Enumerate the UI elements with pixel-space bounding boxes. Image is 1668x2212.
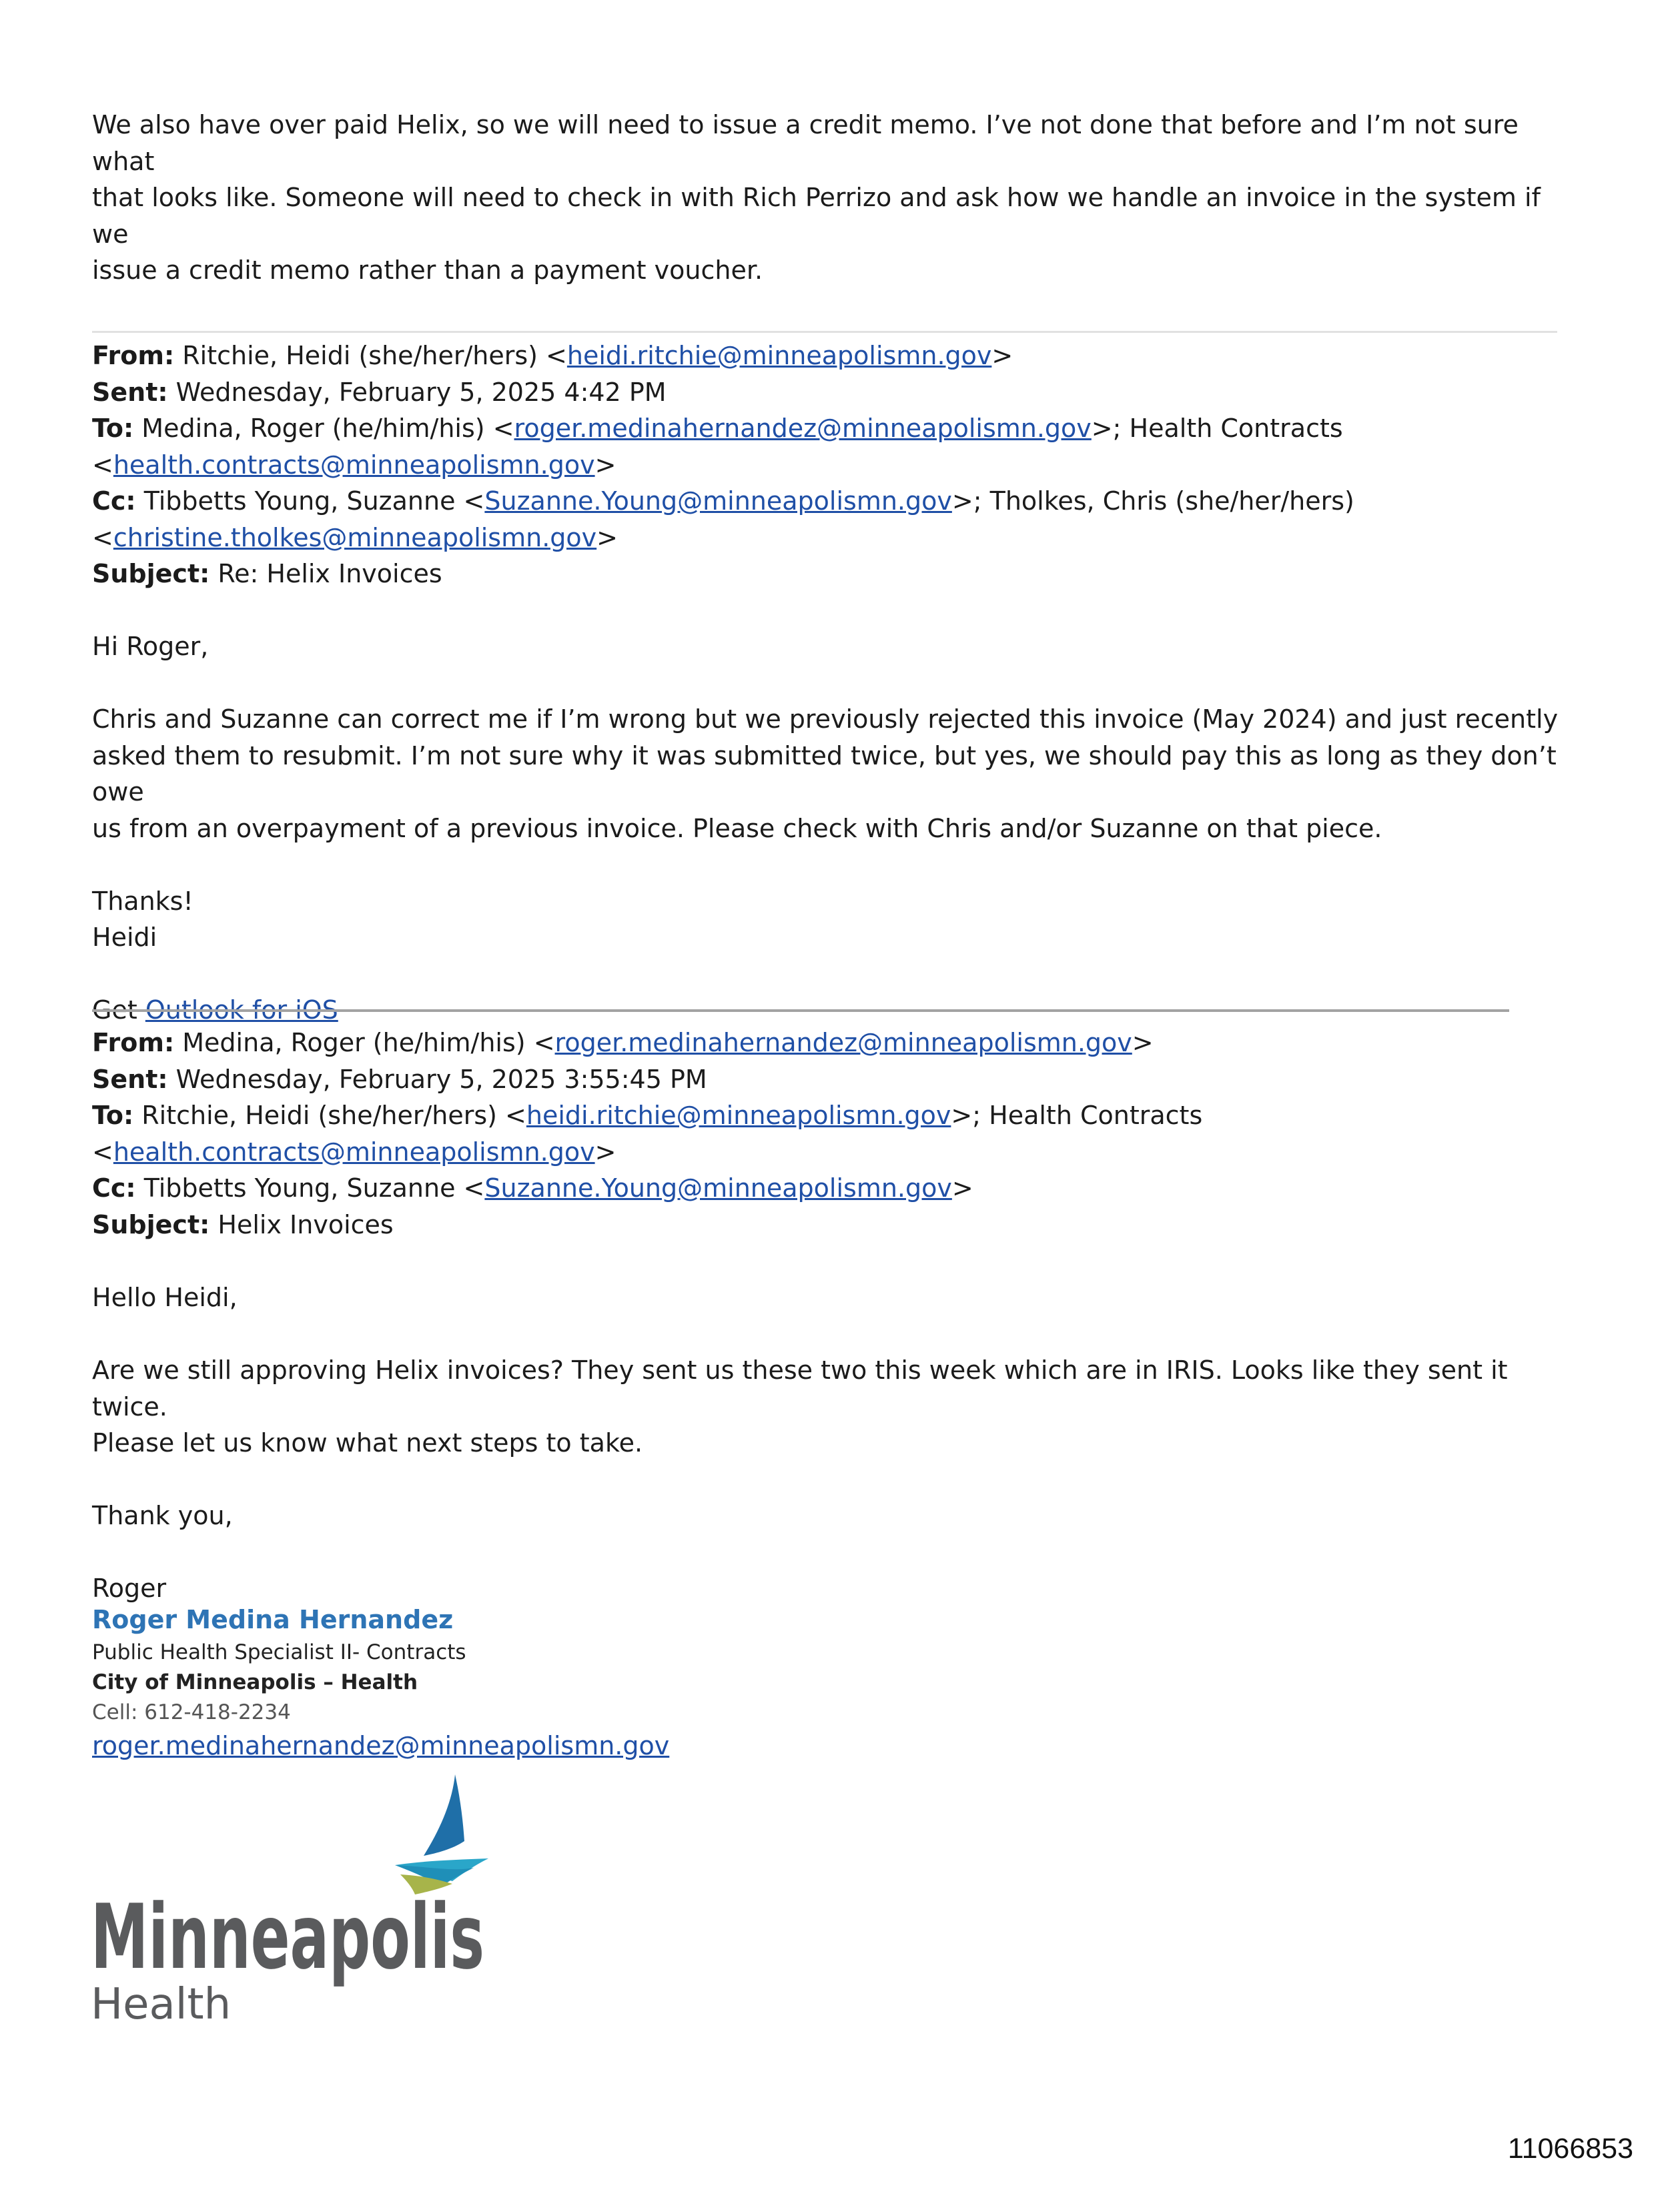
body-line: us from an overpayment of a previous invoice. Please check with Chris and/or Suzanne on that piece. [92, 813, 1382, 843]
logo-word-minneapolis: Minneapolis [91, 1885, 484, 1989]
to-name: Health Contracts [989, 1101, 1203, 1130]
to-email-link[interactable]: health.contracts@minneapolismn.gov [113, 1137, 595, 1167]
logo-word-health: Health [91, 1980, 232, 2029]
body-line: Are we still approving Helix invoices? They sent us these two this week which are in IRIS. Looks like they sent it twice. [92, 1355, 1508, 1422]
to-line: To: Medina, Roger (he/him/his) <roger.medinahernandez@minneapolismn.gov>; Health Contracts [92, 414, 1343, 443]
body-line: Chris and Suzanne can correct me if I’m wrong but we previously rejected this invoice (May 2024) and just recently [92, 704, 1559, 734]
sent-line [92, 1061, 1580, 1098]
email-signature [92, 1602, 1580, 1764]
sent-label: Sent: [92, 377, 168, 407]
to-label: To: [92, 414, 134, 443]
greeting: Hi Roger, [92, 632, 209, 661]
cc-label: Cc: [92, 486, 136, 516]
intro-line: We also have over paid Helix, so we will need to issue a credit memo. I’ve not done that before and I’m not sure what [92, 110, 1519, 176]
sent-label: Sent: [92, 1064, 168, 1094]
cc-name: Tholkes, Chris (she/her/hers) [989, 486, 1354, 516]
cc-name: Tibbetts Young, Suzanne [143, 1173, 456, 1203]
subject-label: Subject: [92, 559, 210, 588]
email2-body [92, 1279, 1580, 1607]
cc-email-link[interactable]: Suzanne.Young@minneapolismn.gov [484, 486, 952, 516]
body-line: asked them to resubmit. I’m not sure why it was submitted twice, but yes, we should pay this as long as they don’t owe [92, 740, 1557, 806]
outlook-for-ios-link[interactable]: Outlook for iOS [145, 995, 338, 1025]
signature-title: Public Health Specialist II- Contracts [92, 1640, 466, 1664]
to-line: To: Ritchie, Heidi (she/her/hers) <heidi.ritchie@minneapolismn.gov>; Health Contracts [92, 1101, 1203, 1130]
sent-line [92, 374, 1580, 411]
signoff: Heidi [92, 923, 157, 952]
to-email-link[interactable]: health.contracts@minneapolismn.gov [113, 450, 595, 480]
to-email-link[interactable]: heidi.ritchie@minneapolismn.gov [526, 1101, 951, 1130]
intro-paragraph [92, 107, 1580, 289]
signoff: Roger [92, 1574, 167, 1603]
to-label: To: [92, 1101, 134, 1130]
from-name: Medina, Roger (he/him/his) [182, 1028, 526, 1057]
intro-line: that looks like. Someone will need to check in with Rich Perrizo and ask how we handle an invoice in the system if we [92, 183, 1541, 249]
thanks: Thank you, [92, 1501, 233, 1530]
from-line: From: Ritchie, Heidi (she/her/hers) <heidi.ritchie@minneapolismn.gov> [92, 341, 1013, 370]
get-prefix: Get [92, 995, 137, 1025]
thanks: Thanks! [92, 886, 193, 916]
sent-date: Wednesday, February 5, 2025 3:55:45 PM [175, 1064, 707, 1094]
subject-text: Helix Invoices [218, 1209, 394, 1239]
separator [92, 1009, 1509, 1012]
signature-cell: Cell: 612-418-2234 [92, 1700, 291, 1724]
intro-line: issue a credit memo rather than a payment voucher. [92, 255, 763, 285]
body-line: Please let us know what next steps to take. [92, 1428, 643, 1458]
document-number: 11066853 [1507, 2133, 1633, 2165]
minneapolis-health-logo [87, 1774, 514, 2028]
cc-name: Tibbetts Young, Suzanne [143, 486, 456, 516]
subject-text: Re: Helix Invoices [218, 559, 442, 588]
to-name: Medina, Roger (he/him/his) [141, 414, 485, 443]
cc-line: Cc: Tibbetts Young, Suzanne <Suzanne.Young@minneapolismn.gov> [92, 1173, 973, 1203]
from-email-link[interactable]: roger.medinahernandez@minneapolismn.gov [554, 1028, 1132, 1057]
subject-line [92, 1207, 1580, 1243]
to-line-cont: <health.contracts@minneapolismn.gov> [92, 450, 616, 480]
cc-line: Cc: Tibbetts Young, Suzanne <Suzanne.Young@minneapolismn.gov>; Tholkes, Chris (she/her/hers) [92, 486, 1354, 516]
signature-email-link[interactable]: roger.medinahernandez@minneapolismn.gov [92, 1731, 670, 1760]
email1-body [92, 628, 1580, 1029]
greeting: Hello Heidi, [92, 1283, 238, 1312]
cc-email-link[interactable]: christine.tholkes@minneapolismn.gov [113, 522, 597, 552]
from-label: From: [92, 1028, 175, 1057]
to-line-cont: <health.contracts@minneapolismn.gov> [92, 1137, 616, 1167]
to-name: Ritchie, Heidi (she/her/hers) [141, 1101, 497, 1130]
from-name: Ritchie, Heidi (she/her/hers) [182, 341, 538, 370]
to-email-link[interactable]: roger.medinahernandez@minneapolismn.gov [514, 414, 1092, 443]
cc-line-cont: <christine.tholkes@minneapolismn.gov> [92, 522, 618, 552]
from-email-link[interactable]: heidi.ritchie@minneapolismn.gov [566, 341, 992, 370]
cc-email-link[interactable]: Suzanne.Young@minneapolismn.gov [484, 1173, 952, 1203]
subject-line [92, 556, 1580, 592]
signature-name: Roger Medina Hernandez [92, 1605, 454, 1634]
cc-label: Cc: [92, 1173, 136, 1203]
from-label: From: [92, 341, 175, 370]
email2-header [92, 1025, 1580, 1243]
subject-label: Subject: [92, 1209, 210, 1239]
to-name: Health Contracts [1129, 414, 1343, 443]
sent-date: Wednesday, February 5, 2025 4:42 PM [175, 377, 667, 407]
separator [92, 331, 1557, 333]
signature-org: City of Minneapolis – Health [92, 1670, 418, 1694]
from-line: From: Medina, Roger (he/him/his) <roger.medinahernandez@minneapolismn.gov> [92, 1028, 1154, 1057]
sail-icon [424, 1774, 464, 1856]
email1-header [92, 338, 1580, 592]
